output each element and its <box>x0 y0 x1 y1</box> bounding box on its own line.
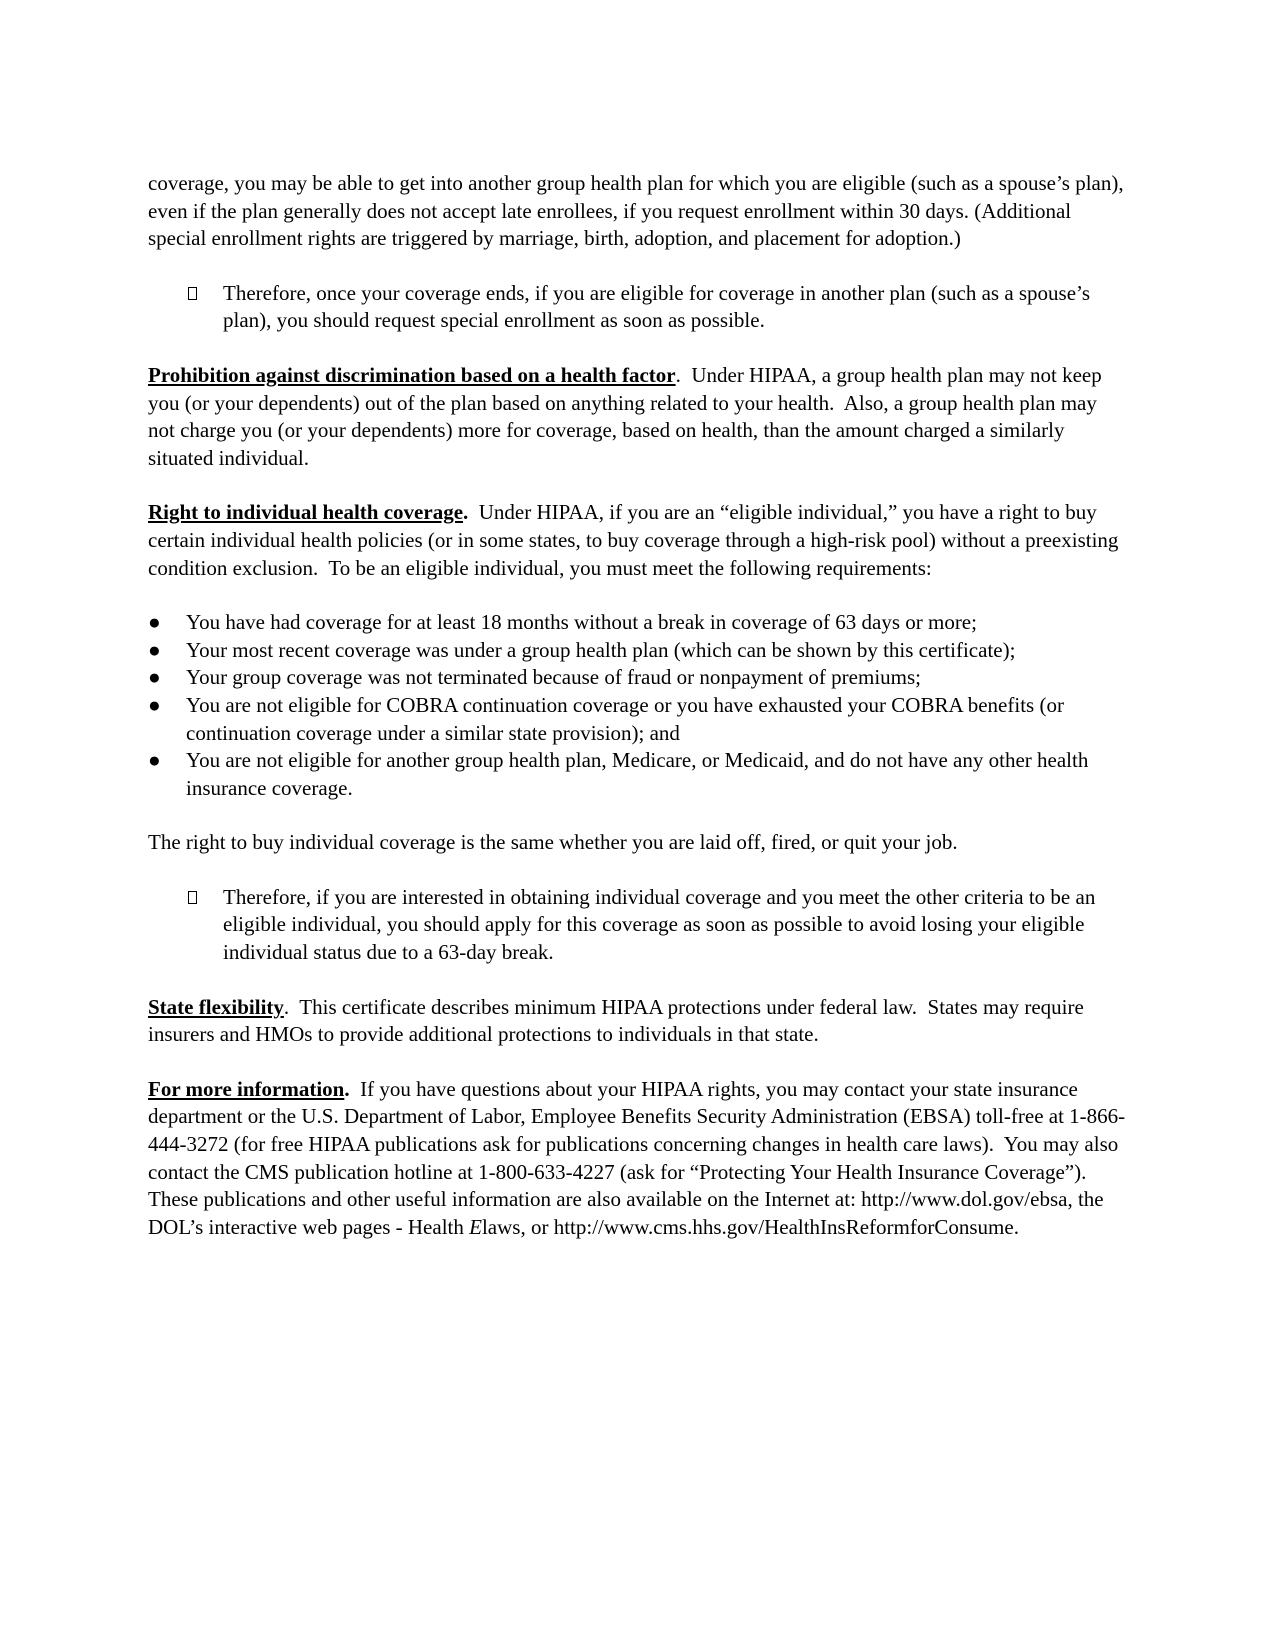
paragraph-body: If you have questions about your HIPAA rights, you may contact your state insurance department or the U.S. Department of Labor, Employee Benefits Security Administration (EBSA) toll-free at 1-866-444-3272 (for free HIPAA publications ask for publications concerning changes in health care laws). You may also contact the CMS publication hotline at 1-800-633-4227 (ask for “Protecting Your Health Insurance Coverage”). These publications and other useful information are also available on the Internet at: http://www.dol.gov/ebsa, the DOL’s interactive web pages - Health <box>148 1076 1126 1239</box>
italic-letter: E <box>469 1214 482 1239</box>
heading-suffix: . <box>344 1076 350 1101</box>
list-item-text: Your group coverage was not terminated because of fraud or nonpayment of premiums; <box>186 665 921 690</box>
note-text: Therefore, once your coverage ends, if you are eligible for coverage in another plan (such as a spouse’s plan), you should request special enrollment as soon as possible. <box>223 280 1091 333</box>
list-item <box>148 637 1128 665</box>
bullet-icon: ● <box>148 637 161 662</box>
heading-suffix: . <box>283 994 290 1019</box>
note-special-enrollment <box>148 280 1128 335</box>
paragraph-body: Under HIPAA, a group health plan may not keep you (or your dependents) out of the plan based on anything related to your health. Also, a group health plan may not charge you (or your dependents) more for coverage, based on health, than the amount charged a similarly situated individual. <box>148 362 1107 470</box>
paragraph-discrimination <box>148 362 1128 472</box>
spacer <box>148 802 1128 829</box>
paragraph-state-flexibility <box>148 994 1128 1049</box>
list-item-text: You are not eligible for another group health plan, Medicare, or Medicaid, and do not have any other health insurance coverage. <box>186 748 1089 800</box>
document-page <box>148 170 1128 1241</box>
spacer <box>148 857 1128 884</box>
paragraph-tail: laws, or http://www.cms.hhs.gov/HealthInsReformforConsume. <box>481 1214 1019 1239</box>
heading-suffix: . <box>463 500 469 525</box>
paragraph-body: Under HIPAA, if you are an “eligible individual,” you have a right to buy certain individual health policies (or in some states, to buy coverage through a high-risk pool) without a preexisting condition exclusion. To be an eligible individual, you must meet the following requirements: <box>148 500 1124 580</box>
list-item-text: You have had coverage for at least 18 months without a break in coverage of 63 days or more; <box>186 610 977 635</box>
paragraph-individual-coverage <box>148 499 1128 582</box>
paragraph-right-to-buy: The right to buy individual coverage is the same whether you are laid off, fired, or quit your job. <box>148 830 958 855</box>
list-item-text: You are not eligible for COBRA continuation coverage or you have exhausted your COBRA benefits (or continuation coverage under a similar state provision); and <box>186 692 1064 745</box>
list-item <box>148 692 1128 747</box>
note-text: Therefore, if you are interested in obtaining individual coverage and you meet the other criteria to be an eligible individual, you should apply for this coverage as soon as possible to avoid losing your eligible individual status due to a 63-day break. <box>223 884 1096 965</box>
section-heading-state-flexibility: State flexibility <box>148 994 284 1019</box>
list-item <box>148 609 1128 637</box>
section-heading-more-information: For more information <box>148 1076 345 1101</box>
list-item <box>148 747 1128 802</box>
section-heading-discrimination: Prohibition against discrimination based on a health factor <box>148 362 676 387</box>
section-heading-individual-coverage: Right to individual health coverage <box>148 500 464 525</box>
checkbox-glyph-icon <box>188 891 197 904</box>
heading-suffix: . <box>675 362 681 387</box>
spacer <box>148 967 1128 994</box>
spacer <box>148 253 1128 280</box>
spacer <box>148 335 1128 362</box>
bullet-icon: ● <box>148 665 161 690</box>
bullet-icon: ● <box>148 748 161 773</box>
note-individual-coverage <box>148 884 1128 967</box>
list-item <box>148 664 1128 692</box>
bullet-icon: ● <box>148 692 161 717</box>
bullet-icon: ● <box>148 610 161 635</box>
spacer <box>148 1049 1128 1076</box>
checkbox-glyph-icon <box>188 287 197 300</box>
spacer <box>148 472 1128 499</box>
requirements-list <box>148 609 1128 802</box>
paragraph-special-enrollment: coverage, you may be able to get into another group health plan for which you are eligible (such as a spouse’s plan), even if the plan generally does not accept late enrollees, if you request enrollment within 30 days. (Additional special enrollment rights are triggered by marriage, birth, adoption, and placement for adoption.) <box>148 171 1124 251</box>
list-item-text: Your most recent coverage was under a group health plan (which can be shown by this certificate); <box>186 637 1016 662</box>
paragraph-more-information <box>148 1076 1128 1242</box>
spacer <box>148 582 1128 609</box>
paragraph-body: This certificate describes minimum HIPAA protections under federal law. States may require insurers and HMOs to provide additional protections to individuals in that state. <box>148 994 1090 1047</box>
